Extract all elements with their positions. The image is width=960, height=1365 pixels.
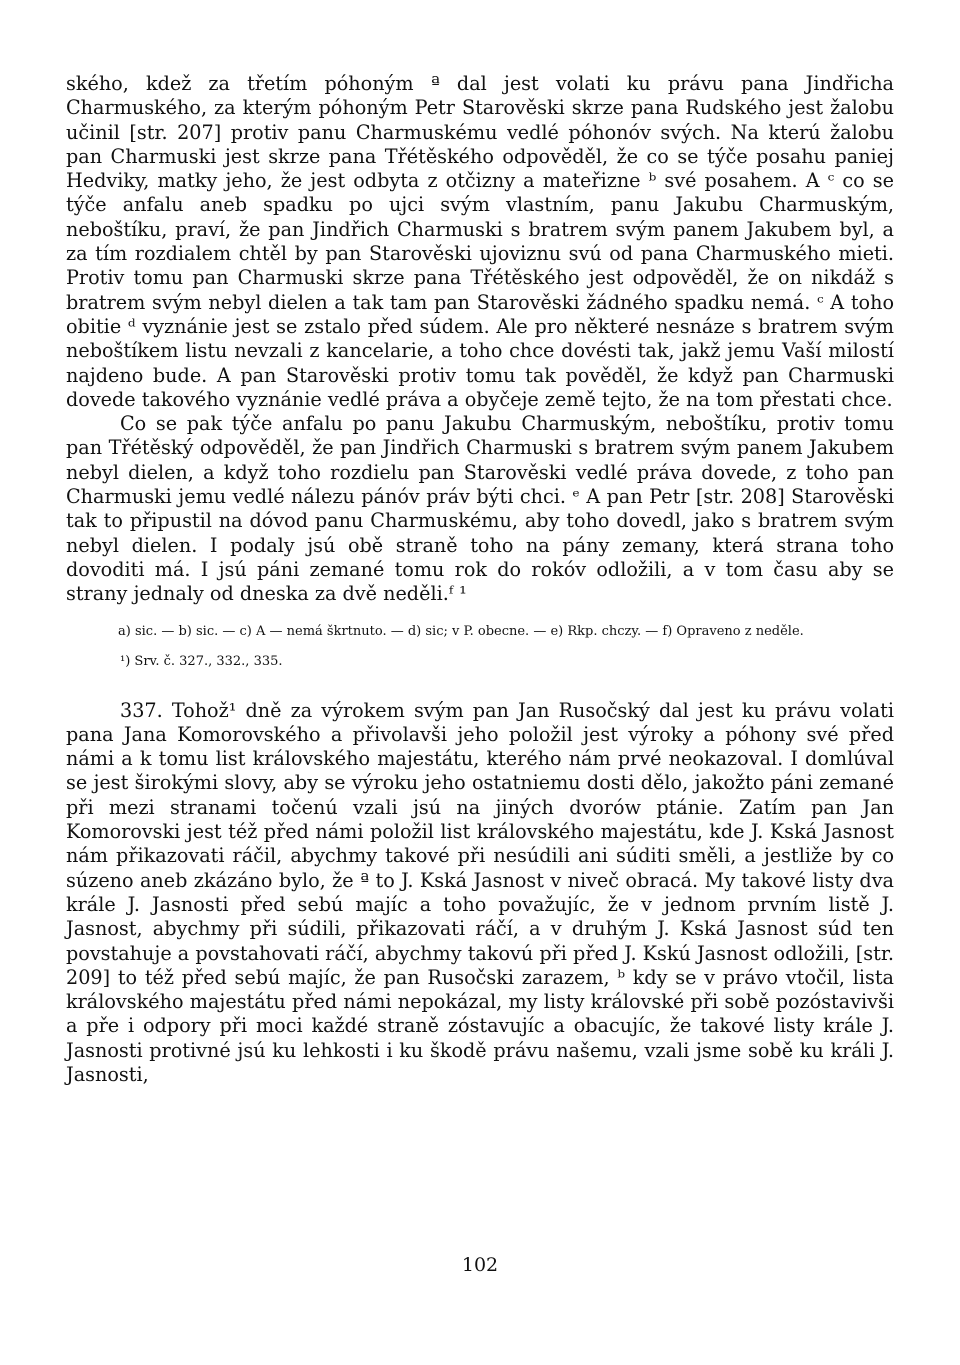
paragraph-1: ského, kdež za třetím póhoným ª dal jest volati ku právu pana Jindřicha Charmuského, za kterým póhoným Petr Starověski skrze pana Rudského jest žalobu učinil [str. 207] protiv panu Charmuskému vedlé póhonóv svých. Na kterú žalobu pan Charmuski jest skrze pana Třétěského odpověděl, že co se týče posahu paniej Hedviky, matky jeho, že jest odbyta z otčizny a mateřizne ᵇ své posahem. A ᶜ co se týče anfalu aneb spadku po ujci svým vlastním, panu Jakubu Charmuským, neboštíku, praví, že pan Jindřich Charmuski s bratrem svým panem Jakubem byl, a za tím rozdialem chtěl by pan Starověski ujoviznu svú od pana Charmuského mieti. Protiv tomu pan Charmuski skrze pana Třétěského jest odpověděl, že on nikdáž s bratrem svým nebyl dielen a tak tam pan Starověski žádného spadku nemá. ᶜ A toho obitie ᵈ vyznánie jest se zstalo před súdem. Ale pro některé nesnáze s bratrem svým neboštíkem listu nevzali z kancelarie, a toho chce dovésti tak, jakž jemu Vaší milostí najdeno bude. A pan Starověski protiv tomu tak pověděl, že když pan Charmuski dovede takového vyznánie vedlé práva a obyčeje země tejto, že na tom přestati chce. <box>66 72 894 411</box>
footnote-reference: ¹) Srv. č. 327., 332., 335. <box>120 653 283 669</box>
paragraph-2: Co se pak týče anfalu po panu Jakubu Charmuským, neboštíku, protiv tomu pan Třétěský odpověděl, že pan Jindřich Charmuski s bratrem svým panem Jakubem nebyl dielen, a když toho rozdielu pan Starověski vedlé práva dovede, z toho pan Charmuski jemu vedlé nálezu pánóv práv býti chci. ᵉ A pan Petr [str. 208] Starověski tak to připustil na dóvod panu Charmuskému, aby toho dovedl, jako s bratrem svým nebyl dielen. I podaly jsú obě straně toho na pány zemany, která strana toho dovoditi má. I jsú páni zemané tomu rok do rokóv odložili, a v tom času aby se strany jednaly od dneska za dvě neděli.ᶠ ¹ <box>66 412 894 606</box>
footnote-critical: a) sic. — b) sic. — c) A — nemá škrtnuto. — d) sic; v P. obecne. — e) Rkp. chczy. — f) Opraveno z neděle. <box>118 623 804 639</box>
page-body <box>66 72 894 1087</box>
paragraph-337: 337. Tohož¹ dně za výrokem svým pan Jan Rusočský dal jest ku právu volati pana Jana Komorovského a přivolavši jeho položil jest výroky a póhony své před námi a k tomu list královského majestátu, kterého nám prvé neokazoval. I domlúval se jest širokými slovy, aby se výroku jeho ostatniemu dosti dělo, jakožto páni zemané při mezi stranami točenú vzali jsú na jiných dvorów ptánie. Zatím pan Jan Komorovski jest též před námi položil list královského majestátu, kde J. Kská Jasnost nám přikazovati ráčil, abychmy takové při nesúdili ani súditi směli, a jestliže by co súzeno aneb zkázáno bylo, že ª to J. Kská Jasnost v niveč obracá. My takové listy dva krále J. Jasnosti před sebú majíc a toho považujíc, že v jednom prvním listě J. Jasnost, abychmy při súdili, přikazovati ráčí, a v druhým J. Kská Jasnost súd ten povstahuje a povstahovati ráčí, abychmy takovú při před J. Kskú Jasnost odložili, [str. 209] to též před sebú majíc, že pan Rusočski zarazem, ᵇ kdy se v právo vtočil, lista královského majestátu před námi nepokázal, my listy královské při sobě pozóstavivši a pře i odpory při moci každé straně zóstavujíc a obacujíc, že takové listy krále J. Jasnosti protivné jsú ku lehkosti i ku škodě právu našemu, vzali jsme sobě ku králi J. Jasnosti, <box>66 698 894 1086</box>
page-number: 102 <box>461 1254 499 1276</box>
footnotes <box>66 621 894 673</box>
